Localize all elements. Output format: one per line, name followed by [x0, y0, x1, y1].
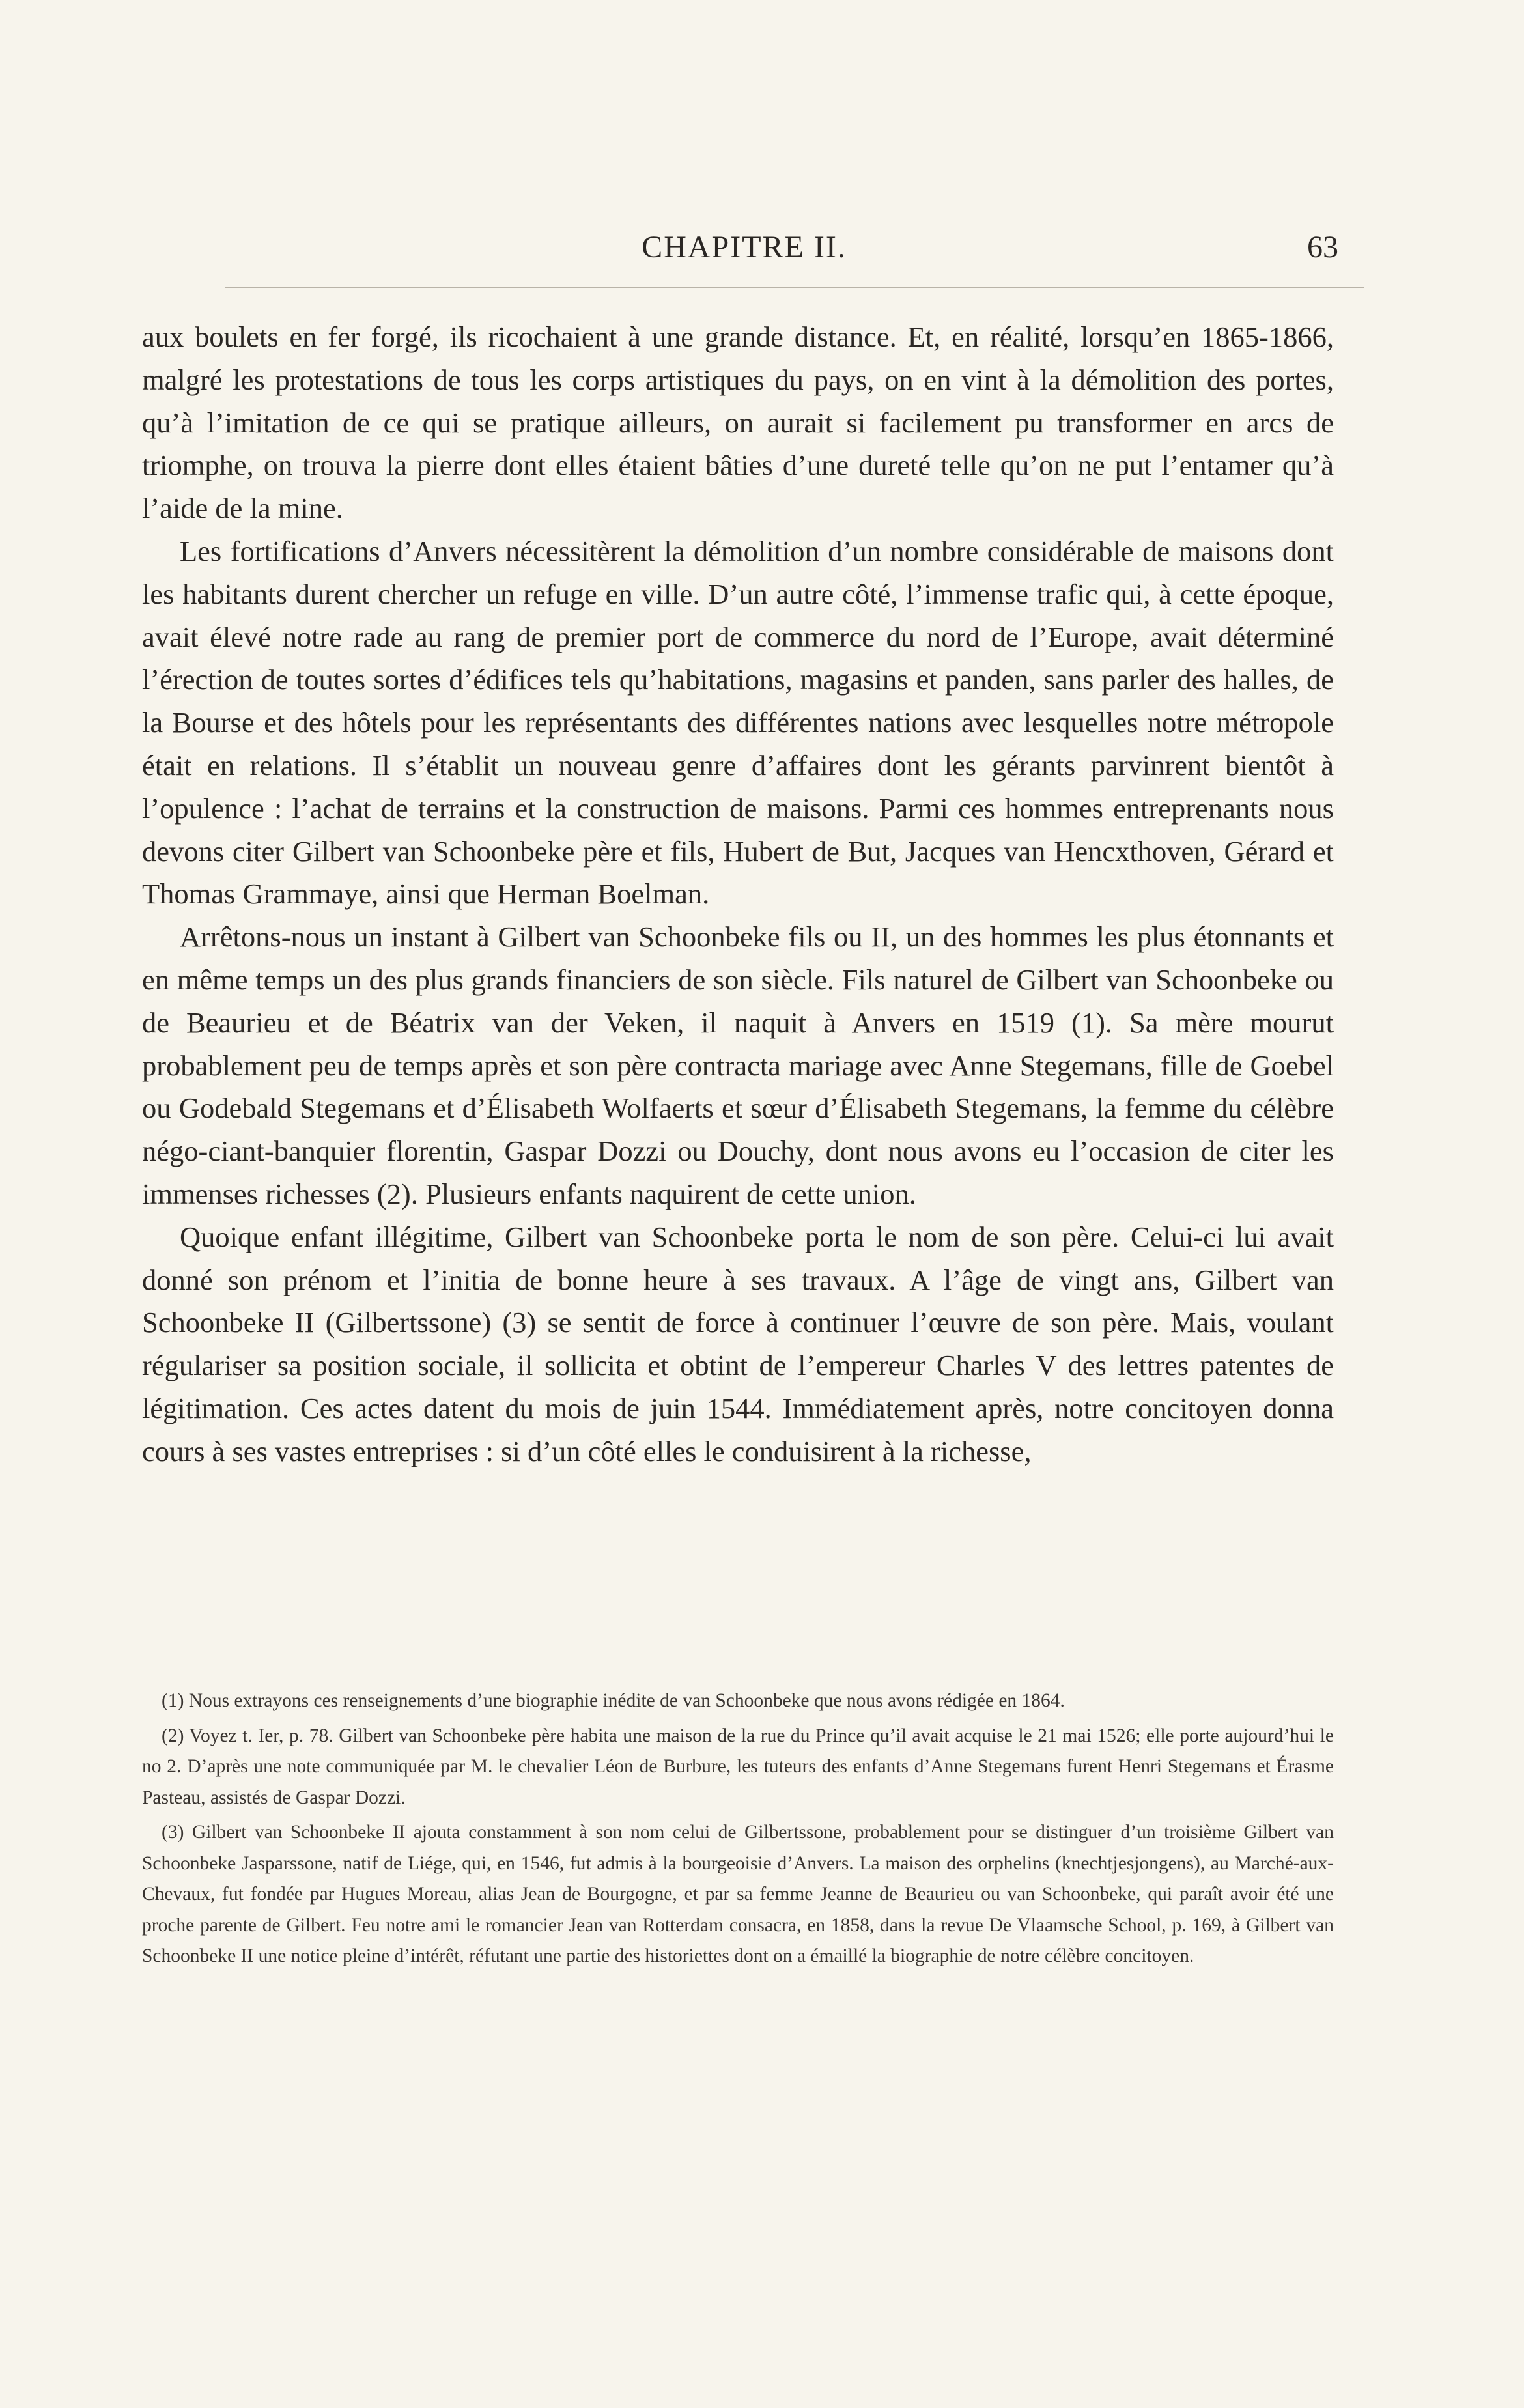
footnote-1: (1) Nous extrayons ces renseignements d’une biographie inédite de van Schoonbeke que nous avons rédigée en 1864.	[162, 1690, 1065, 1711]
body-text	[142, 316, 1334, 1473]
chapter-title: CHAPITRE II.	[642, 230, 847, 264]
paragraph-4: Quoique enfant illégitime, Gilbert van Schoonbeke porta le nom de son père. Celui-ci lui avait donné son prénom et l’initia de bonne heure à ses travaux. A l’âge de vingt ans, Gilbert van Schoonbeke II (Gilbertssone) (3) se sentit de force à continuer l’œuvre de son père. Mais, voulant régulariser sa position sociale, il sollicita et obtint de l’empereur Charles V des lettres patentes de légitimation. Ces actes datent du mois de juin 1544. Immédiatement après, notre concitoyen donna cours à ses vastes entreprises : si d’un côté elles le conduisirent à la richesse,	[142, 1220, 1334, 1467]
page-number: 63	[1307, 230, 1338, 264]
paragraph-3: Arrêtons-nous un instant à Gilbert van Schoonbeke fils ou II, un des hommes les plus étonnants et en même temps un des plus grands financiers de son siècle. Fils naturel de Gilbert van Schoonbeke ou de Beaurieu et de Béatrix van der Veken, il naquit à Anvers en 1519 (1). Sa mère mourut probablement peu de temps après et son père contracta mariage avec Anne Stegemans, fille de Goebel ou Godebald Stegemans et d’Élisabeth Wolfaerts et sœur d’Élisabeth Stegemans, la femme du célèbre négo-ciant-banquier florentin, Gaspar Dozzi ou Douchy, dont nous avons eu l’occasion de citer les immenses richesses (2). Plusieurs enfants naquirent de cette union.	[142, 920, 1334, 1210]
running-head	[143, 225, 1345, 270]
footnote-3: (3) Gilbert van Schoonbeke II ajouta constamment à son nom celui de Gilbertssone, probablement pour se distinguer d’un troisième Gilbert van Schoonbeke Jasparssone, natif de Liége, qui, en 1546, fut admis à la bourgeoisie d’Anvers. La maison des orphelins (knechtjesjongens), au Marché-aux-Chevaux, fut fondée par Hugues Moreau, alias Jean de Bourgogne, et par sa femme Jeanne de Beaurieu ou van Schoonbeke, qui paraît avoir été une proche parente de Gilbert. Feu notre ami le romancier Jean van Rotterdam consacra, en 1858, dans la revue De Vlaamsche School, p. 169, à Gilbert van Schoonbeke II une notice pleine d’intérêt, réfutant une partie des historiettes dont on a émaillé la biographie de notre célèbre concitoyen.	[142, 1822, 1334, 1966]
paragraph-1: aux boulets en fer forgé, ils ricochaient à une grande distance. Et, en réalité, lorsqu’en 1865-1866, malgré les protestations de tous les corps artistiques du pays, on en vint à la démolition des portes, qu’à l’imitation de ce qui se pratique ailleurs, on aurait si facilement pu transformer en arcs de triomphe, on trouva la pierre dont elles étaient bâties d’une dureté telle qu’on ne put l’entamer qu’à l’aide de la mine.	[142, 320, 1334, 525]
footnotes	[142, 1686, 1334, 1972]
paragraph-2: Les fortifications d’Anvers nécessitèrent la démolition d’un nombre considérable de maisons dont les habitants durent chercher un refuge en ville. D’un autre côté, l’immense trafic qui, à cette époque, avait élevé notre rade au rang de premier port de commerce du nord de l’Europe, avait déterminé l’érection de toutes sortes d’édifices tels qu’habitations, magasins et panden, sans parler des halles, de la Bourse et des hôtels pour les représentants des différentes nations avec lesquelles notre métropole était en relations. Il s’établit un nouveau genre d’affaires dont les gérants parvinrent bientôt à l’opulence : l’achat de terrains et la construction de maisons. Parmi ces hommes entreprenants nous devons citer Gilbert van Schoonbeke père et fils, Hubert de But, Jacques van Hencxthoven, Gérard et Thomas Grammaye, ainsi que Herman Boelman.	[142, 534, 1334, 911]
footnote-2: (2) Voyez t. Ier, p. 78. Gilbert van Schoonbeke père habita une maison de la rue du Prince qu’il avait acquise le 21 mai 1526; elle porte aujourd’hui le no 2. D’après une note communiquée par M. le chevalier Léon de Burbure, les tuteurs des enfants d’Anne Stegemans furent Henri Stegemans et Érasme Pasteau, assistés de Gaspar Dozzi.	[142, 1725, 1334, 1808]
header-rule	[225, 287, 1364, 288]
